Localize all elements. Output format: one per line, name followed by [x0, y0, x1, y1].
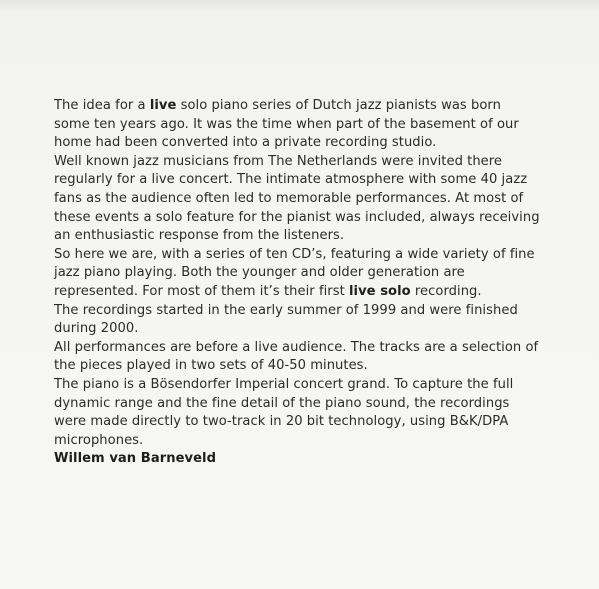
signature: Willem van Barneveld	[54, 451, 216, 467]
page-top-shadow	[0, 0, 599, 12]
text-line: So here we are, with a series of ten CD’s, featuring a wide variety of fine	[54, 246, 535, 262]
text-line: these events a solo feature for the pianist was included, always receiving	[54, 209, 540, 225]
text-line: an enthusiastic response from the listeners.	[54, 228, 345, 244]
emphasis-live-solo: live solo	[349, 283, 411, 299]
text-line: microphones.	[54, 432, 144, 448]
text-line: jazz piano playing. Both the younger and older generation are	[54, 265, 465, 281]
text-line: fans as the audience often led to memorable performances. At most of	[54, 190, 524, 206]
text-line: represented. For most of them it’s their first live solo recording.	[54, 283, 482, 299]
liner-notes-text	[54, 97, 594, 469]
text-line: home had been converted into a private recording studio.	[54, 135, 437, 151]
text-line: dynamic range and the fine detail of the piano sound, the recordings	[54, 395, 510, 411]
text-line: The idea for a live solo piano series of Dutch jazz pianists was born	[54, 98, 501, 113]
text-line: The piano is a Bösendorfer Imperial concert grand. To capture the full	[54, 376, 514, 392]
text-line: All performances are before a live audience. The tracks are a selection of	[54, 339, 539, 355]
text-line: regularly for a live concert. The intimate atmosphere with some 40 jazz	[54, 172, 528, 188]
text-line: during 2000.	[54, 321, 139, 337]
text-line: Well known jazz musicians from The Netherlands were invited there	[54, 153, 503, 169]
text-line: the pieces played in two sets of 40-50 minutes.	[54, 358, 368, 374]
emphasis-live: live	[149, 98, 177, 113]
text-line: The recordings started in the early summer of 1999 and were finished	[54, 302, 518, 318]
text-line: some ten years ago. It was the time when part of the basement of our	[54, 116, 519, 132]
text-line: were made directly to two-track in 20 bit technology, using B&K/DPA	[54, 414, 509, 430]
